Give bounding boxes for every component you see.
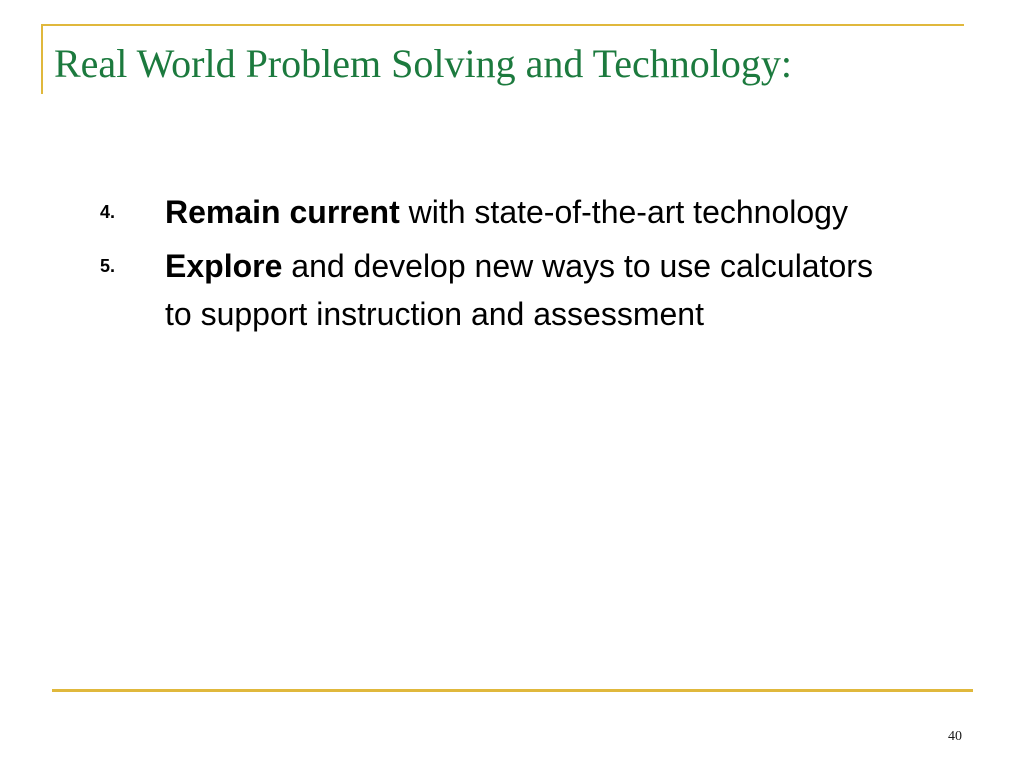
list-item-number: 5. xyxy=(100,256,116,276)
footer-divider xyxy=(52,689,973,692)
list-item-emphasis: Remain current xyxy=(165,194,400,230)
list-item-text xyxy=(165,194,848,230)
title-frame-top-line xyxy=(41,24,964,26)
list-item-body: with state-of-the-art technology xyxy=(399,194,848,230)
list-item-text xyxy=(165,248,873,332)
slide-title: Real World Problem Solving and Technology: xyxy=(54,41,792,86)
list-item-emphasis: Explore xyxy=(165,248,283,284)
list-item xyxy=(100,242,880,338)
list-item-number: 4. xyxy=(100,202,116,222)
numbered-list xyxy=(100,188,880,344)
list-item-body: and develop new ways to use calculators to support instruction and assessment xyxy=(165,248,873,332)
title-frame-left-line xyxy=(41,24,43,94)
list-item xyxy=(100,188,880,236)
page-number: 40 xyxy=(948,729,962,744)
